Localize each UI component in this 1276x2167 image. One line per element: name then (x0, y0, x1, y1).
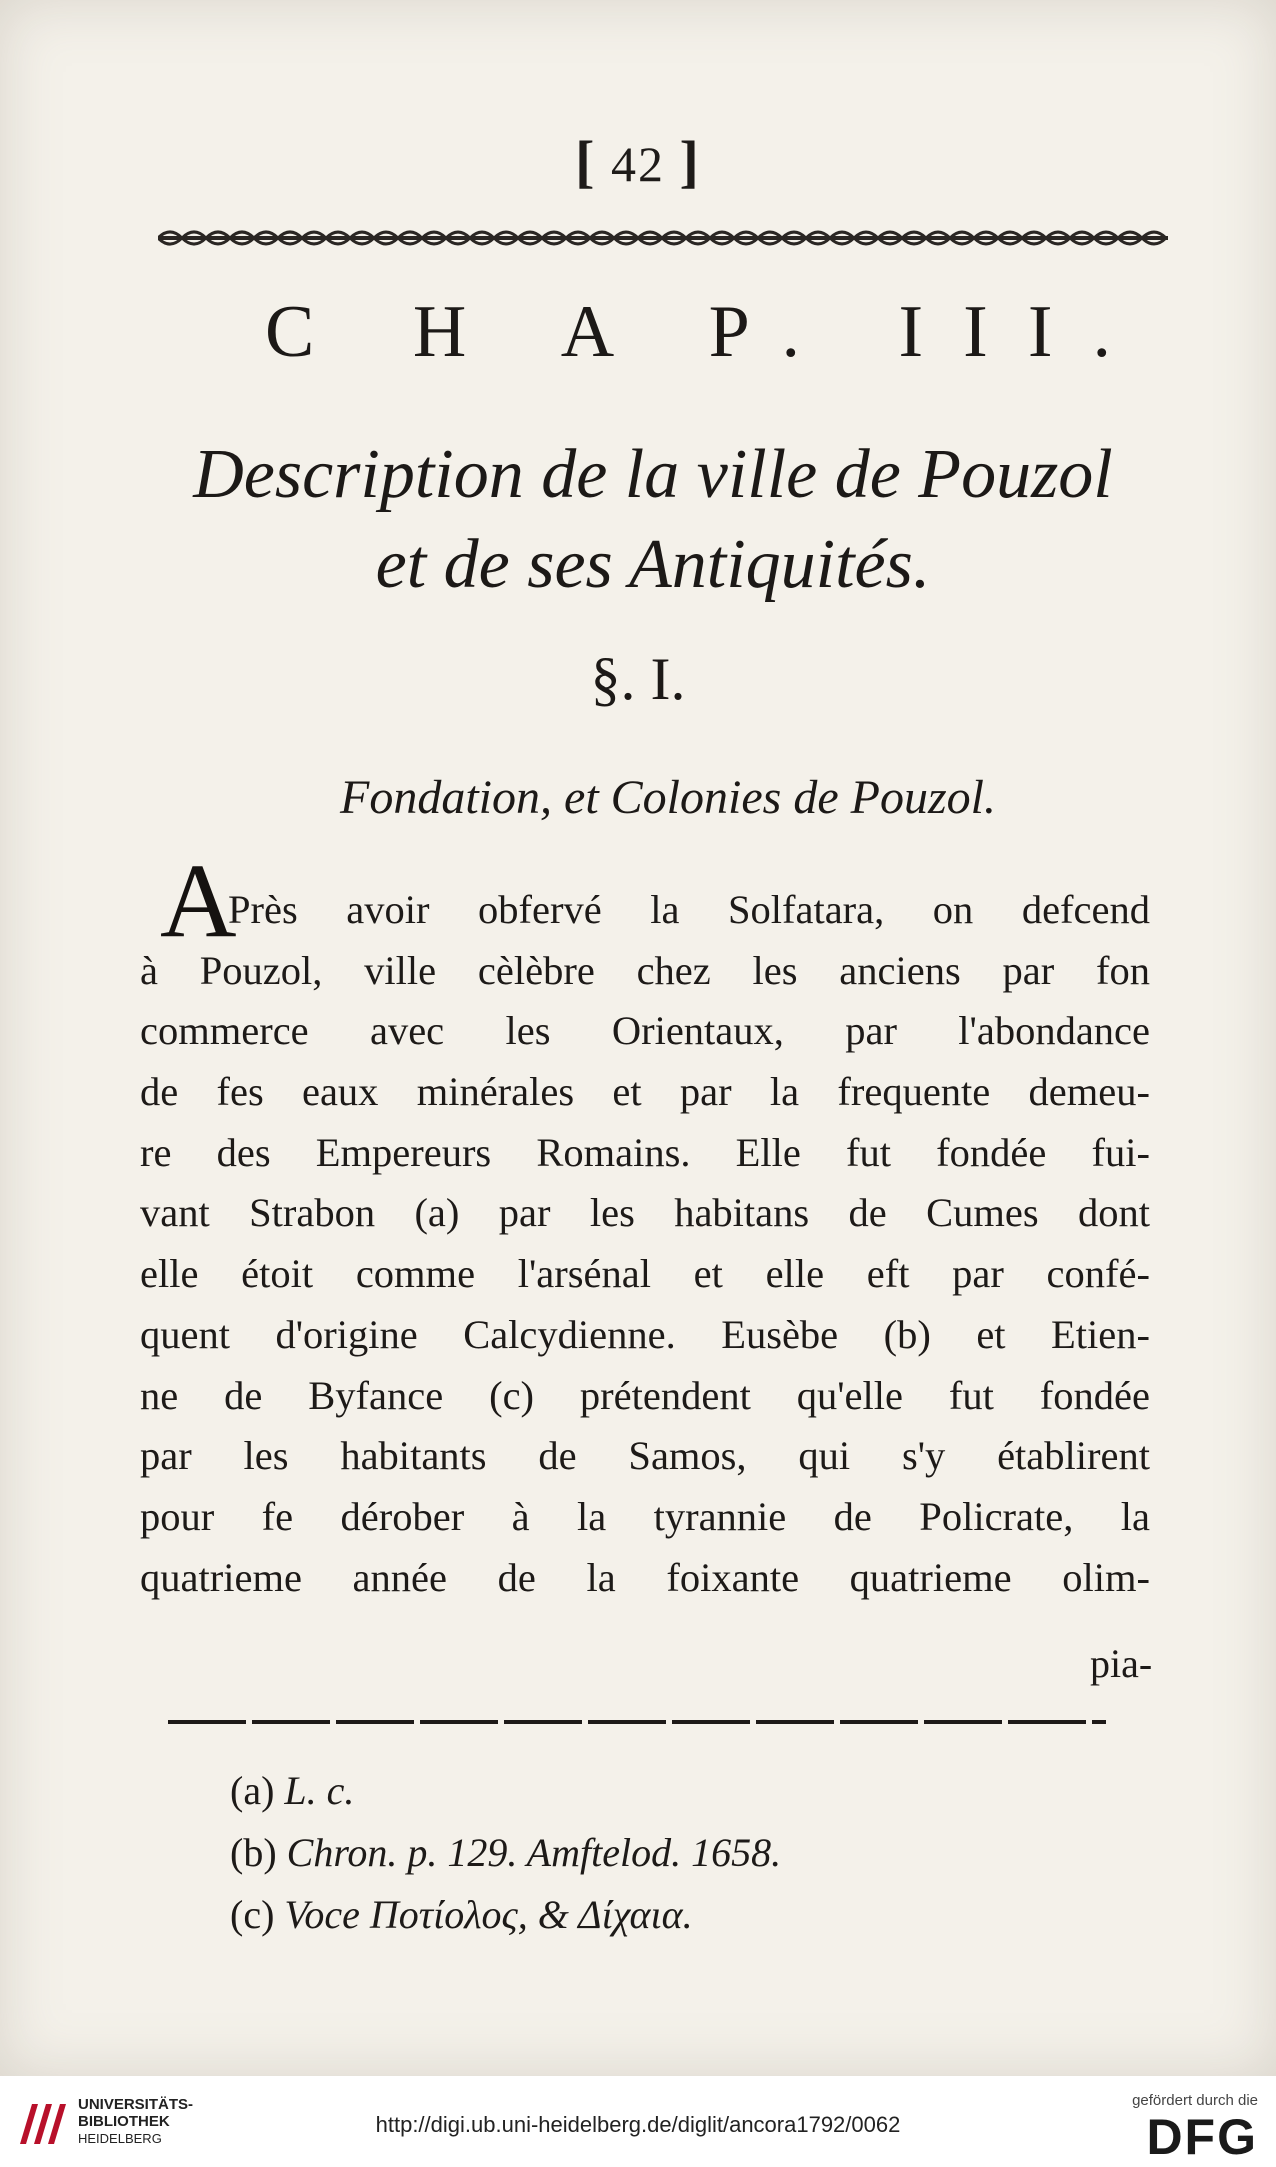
footnote-a: (a) L. c. (230, 1768, 355, 1813)
page-number: [ 42 ] (575, 129, 701, 194)
footnotes (230, 1760, 781, 1946)
dfg-logo[interactable]: DFG (1146, 2109, 1258, 2165)
funded-by-label: gefördert durch die (1132, 2092, 1258, 2109)
text-line: Près avoir obfervé la Solfatara, on defcend (228, 887, 1150, 932)
chapter-title-line-2: et de ses Antiquités. (375, 526, 931, 603)
text-line: quent d'origine Calcydienne. Eusèbe (b) et Etien- (140, 1311, 1150, 1357)
text-line: re des Empereurs Romains. Elle fut fondée fui- (140, 1129, 1150, 1175)
text-line: elle étoit comme l'arsénal et elle eft par confé- (140, 1251, 1150, 1297)
viewer-footer (0, 2076, 1276, 2167)
text-line: ne de Byfance (c) prétendent qu'elle fut fondée (140, 1372, 1150, 1418)
ornamental-chain-rule (158, 225, 1168, 251)
permalink-url[interactable]: http://digi.ub.uni-heidelberg.de/diglit/ancora1792/0062 (375, 2112, 901, 2137)
text-line: pour fe dérober à la tyrannie de Policrate, la (140, 1493, 1150, 1539)
chapter-title-line-1: Description de la ville de Pouzol (193, 436, 1113, 513)
section-number: §. I. (590, 646, 686, 712)
text-line: commerce avec les Orientaux, par l'abondance (140, 1008, 1150, 1054)
text-line: quatrieme année de la foixante quatrieme olim- (140, 1554, 1150, 1600)
page-number-value: 42 (611, 136, 665, 192)
text-line: par les habitants de Samos, qui s'y établirent (140, 1433, 1150, 1479)
footnote-rule (168, 1718, 1106, 1726)
catchword: pia- (1090, 1641, 1153, 1686)
text-line: à Pouzol, ville cèlèbre chez les anciens par fon (140, 947, 1150, 993)
text-line: de fes eaux minérales et par la frequente demeu- (140, 1069, 1150, 1115)
body-text (140, 880, 1150, 1608)
footnote-c: (c) Voce Ποτίολος, & Δίχαια. (230, 1892, 693, 1937)
footnote-b: (b) Chron. p. 129. Amftelod. 1658. (230, 1830, 782, 1875)
text-line: vant Strabon (a) par les habitans de Cumes dont (140, 1190, 1150, 1236)
library-name[interactable]: UNIVERSITÄTS- BIBLIOTHEK HEIDELBERG (78, 2096, 194, 2146)
drop-cap: A (160, 842, 237, 959)
chapter-heading: C H A P. III. (265, 291, 1151, 373)
section-subtitle: Fondation, et Colonies de Pouzol. (340, 771, 996, 824)
